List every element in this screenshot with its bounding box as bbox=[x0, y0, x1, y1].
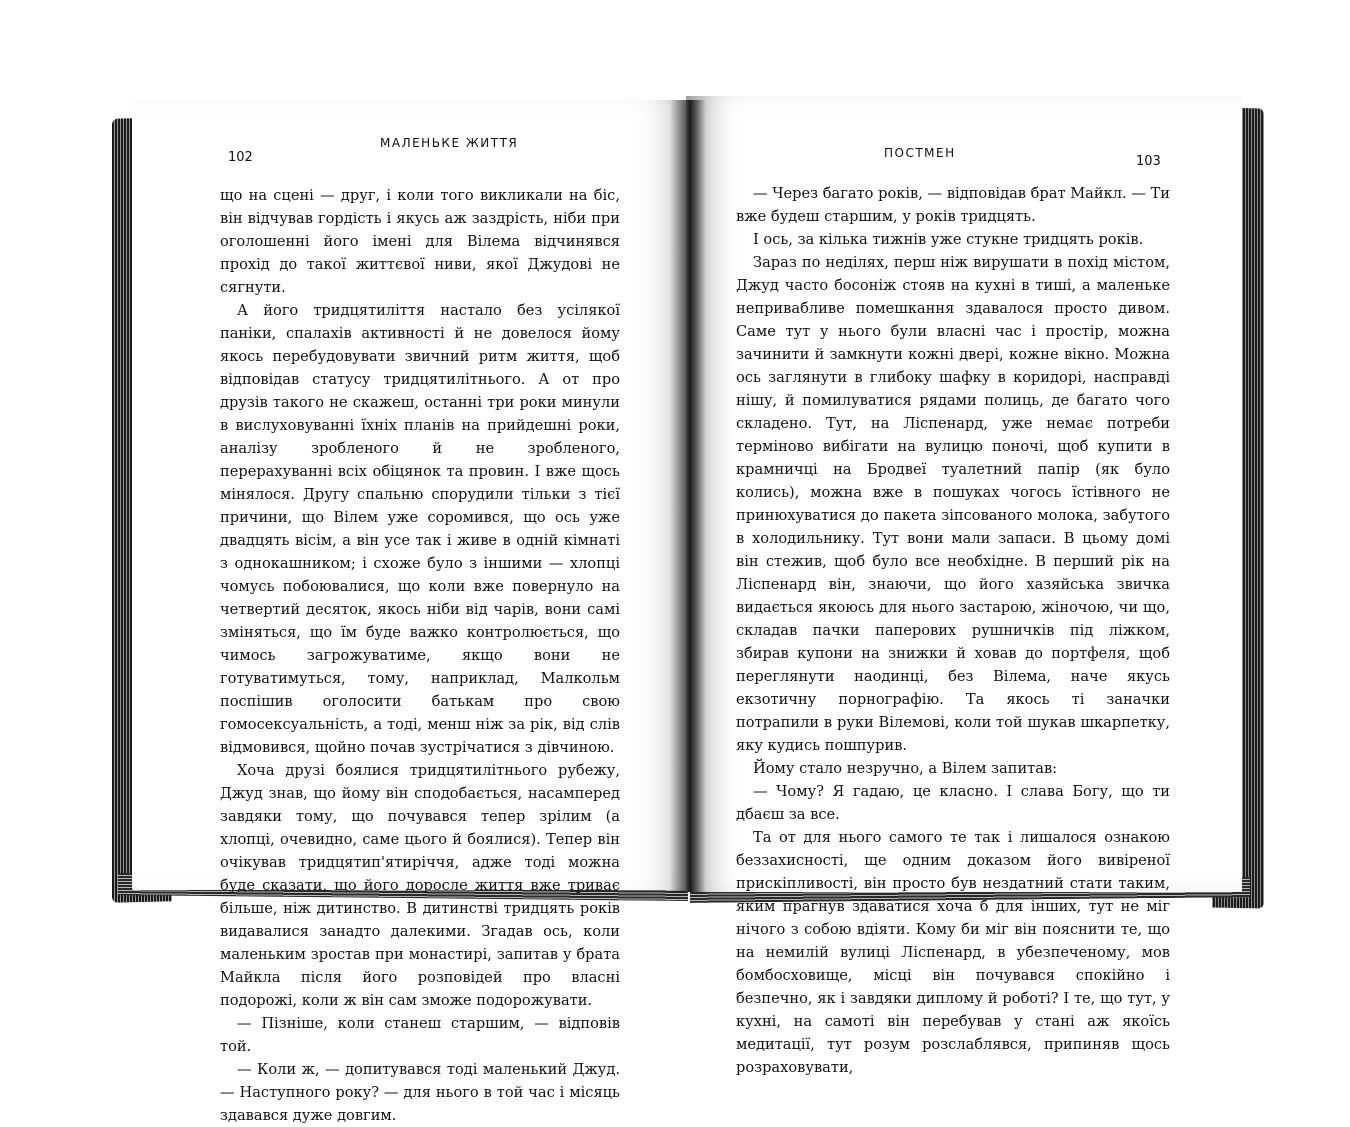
right-page-number: 103 bbox=[1136, 154, 1161, 169]
right-running-head: ПОСТМЕН bbox=[884, 146, 956, 160]
paragraph: А його тридцятиліття настало без усілякої паніки, спалахів активності й не довелося йому якось перебудовувати звичний ритм життя, щоб відповідав статусу тридцятилітнього. А от про друзів такого не скажеш, останні три роки минули в вислуховуванні їхніх планів на прийдешні роки, аналізу зробленого й не зробленого, перерахуванні всіх обіцянок та провин. І вже щось мінялося. Другу спальню спорудили тільки з тієї причини, що Вілем уже соромився, що ось уже двадцять вісім, а він усе так і живе в одній кімнаті з однокашником; і схоже було з іншими — хлопці чомусь побоювалися, що коли вже повернуло на четвертий десяток, якось ніби від чарів, вони самі зміняться, що їм буде важко контролюється, що чимось загрожуватиме, якщо вони не готуватимуться, тому, наприклад, Малкольм поспішив оголосити батькам про свою гомосексуальність, а тоді, менш ніж за рік, від слів відмовився, щойно почав зустрічатися з дівчиною. bbox=[220, 302, 620, 756]
paragraph: — Чому? Я гадаю, це класно. І слава Богу, що ти дбаєш за все. bbox=[736, 783, 1170, 823]
paragraph: — Коли ж, — допитувався тоді маленький Джуд. — Наступного року? — для нього в той час і місяць здавався дуже довгим. bbox=[220, 1061, 620, 1124]
paragraph: — Пізніше, коли станеш старшим, — відповів той. bbox=[220, 1015, 620, 1055]
paragraph: І ось, за кілька тижнів уже стукне тридцять років. bbox=[753, 231, 1144, 248]
right-page bbox=[686, 96, 1242, 1076]
paragraph: Та от для нього самого те так і лишалося ознакою беззахисності, ще одним доказом його вивіреної прискіпливості, він просто був нездатний стати таким, яким прагнув здаватися хоча б для інших, тут не міг нічого з собою вдіяти. Кому би міг він пояснити те, що на немилій вулиці Ліспенард, в убезпеченому, мов бомбосховище, місці він почувався спокійно і безпечно, як і завдяки диплому й роботі? І те, що тут, у кухні, на самоті він перебував у стані аж якоїсь медитації, тут розум розслаблявся, припиняв щось розраховувати, bbox=[736, 829, 1170, 1076]
left-running-head: МАЛЕНЬКЕ ЖИТТЯ bbox=[380, 136, 519, 150]
paragraph: що на сцені — друг, і коли того викликали на біс, він відчував гордість і якусь аж заздрість, ніби при оголошенні його імені для Вілема відчинявся прохід до такої життєвої ниви, якої Джудові не сягнути. bbox=[220, 187, 620, 296]
paragraph: Зараз по неділях, перш ніж вирушати в похід містом, Джуд часто босоніж стояв на кухні в тиші, а маленьке непривабливе помешкання здавалося просто дивом. Саме тут у нього були власні час і простір, можна зачинити й замкнути кожні двері, кожне вікно. Можна ось заглянути в глибоку шафку в коридорі, насправді нішу, й помилуватися рядами полиць, де багато чого складено. Тут, на Ліспенард, уже немає потреби терміново вибігати на вулицю поночі, щоб купити в крамничці на Бродвеї туалетний папір (як було колись), можна вже в пошуках чогось їстівного не принюхуватися до пакета зіпсованого молока, забутого в холодильнику. Тут вони мали запаси. В цьому домі він стежив, щоб було все необхідне. В перший рік на Ліспенард він, знаючи, що його хазяйська звичка видається якоюсь для нього застарою, жіночою, чи що, складав пачки паперових рушничків під ліжком, збирав купони на знижки й ховав до портфеля, щоб переглянути наодинці, без Вілема, наче якусь екзотичну порнографію. Та якось ті заначки потрапили в руки Вілемові, коли той шукав шкарпетку, яку кудись пошпурив. bbox=[736, 254, 1170, 754]
left-page-text bbox=[220, 184, 620, 1127]
paragraph: Йому стало незручно, а Вілем запитав: bbox=[753, 760, 1058, 777]
paragraph: Хоча друзі боялися тридцятилітнього рубежу, Джуд знав, що йому він сподобається, насамперед завдяки тому, що почувався тепер зрілим (а хлопці, очевидно, саме цього й боялися). Тепер він очікував тридцятип'ятиріччя, адже тоді можна буде сказати, що його доросле життя вже триває більше, ніж дитинство. В дитинстві тридцять років видавалися занадто далекими. Згадав ось, коли маленьким зростав при монастирі, запитав у брата Майкла після його розповідей про власні подорожі, коли ж він сам зможе подорожувати. bbox=[220, 762, 620, 1009]
left-page bbox=[132, 100, 688, 1124]
left-page-number: 102 bbox=[228, 150, 253, 165]
paragraph: — Через багато років, — відповідав брат Майкл. — Ти вже будеш старшим, у років тридцять. bbox=[736, 185, 1170, 225]
right-page-text bbox=[736, 182, 1170, 1079]
spine-shadow bbox=[670, 100, 706, 892]
